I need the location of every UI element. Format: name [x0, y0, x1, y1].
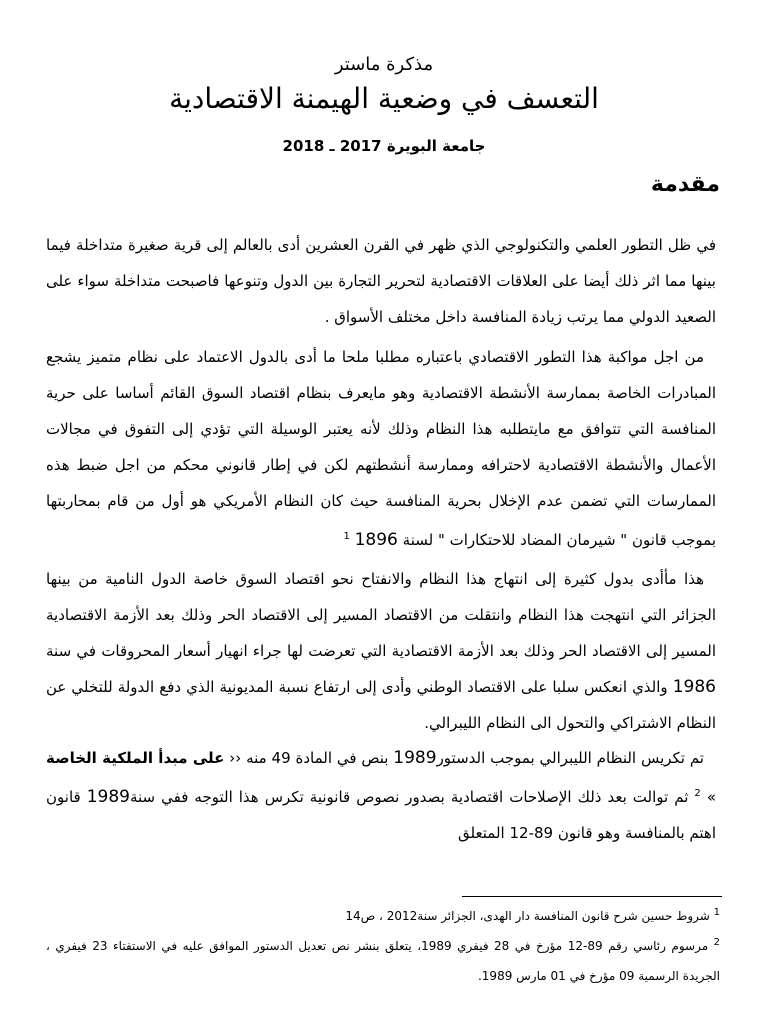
paragraph-2 — [46, 339, 716, 558]
document-title: التعسف في وضعية الهيمنة الاقتصادية — [169, 82, 599, 115]
paragraph-4-text-e: قانون اهتم بالمنافسة وهو قانون 89-12 المتعلق — [46, 788, 716, 842]
footnote-separator — [462, 896, 722, 897]
footnote-ref-2[interactable]: 2 — [694, 788, 701, 799]
footnote-1 — [46, 898, 720, 931]
paragraph-4-text-c: » — [706, 788, 716, 806]
paragraph-4-text-a: تم تكريس النظام الليبرالي بموجب الدستور — [436, 749, 704, 767]
paragraph-3 — [46, 561, 716, 741]
section-heading: مقدمة — [650, 172, 720, 197]
university-line: جامعة البويرة 2017 ـ 2018 — [282, 137, 486, 155]
paragraph-4-year-2: 1989 — [86, 787, 130, 807]
footnote-2-text: مرسوم رئاسي رقم 89-12 مؤرخ في 28 فيفري 1989، يتعلق بنشر نص تعديل الدستور الموافق عليه في الاستفتاء 23 فيفري ، الجريدة الرسمية 09 مؤرخ في 01 مارس 1989. — [46, 939, 720, 983]
paragraph-2-text: من اجل مواكبة هذا التطور الاقتصادي باعتباره مطلبا ملحا ما أدى بالدول الاعتماد على نظام متميز يشجع المبادرات الخاصة بممارسة الأنشطة الاقتصادية وهو مايعرف بنظام اقتصاد السوق القائم أساسا على حرية المنافسة التي تتوافق مع مايتطلبه هذا النظام وذلك لأنه يعتبر الوسيلة التي تؤدي إلى التفوق في مجالات الأعمال والأنشطة الاقتصادية لاحترافه وممارسة أنشطتهم لكن في إطار قانوني محكم من اجل ضبط هذه الممارسات التي تضمن عدم الإخلال بحرية المنافسة حيث كان النظام الأمريكي هو أول من قام بمحاربتها بموجب قانون " شيرمان المضاد للاحتكارات " لسنة — [46, 348, 716, 549]
paragraph-4-text-b: بنص في المادة 49 منه ‹‹ — [229, 749, 389, 767]
paragraph-4-bold-phrase: على مبدأ الملكية الخاصة — [46, 749, 225, 767]
footnote-1-mark: 1 — [713, 907, 720, 918]
paragraph-4-text-d: ثم توالت بعد ذلك الإصلاحات اقتصادية بصدور نصوص قانونية تكرس هذا التوجه ففي سنة — [129, 788, 689, 806]
footnote-2-mark: 2 — [713, 937, 720, 948]
paragraph-4-year-1: 1989 — [393, 748, 437, 768]
paragraph-3-text-b: والذي انعكس سلبا على الاقتصاد الوطني وأدى إلى ارتفاع نسبة المديونية الذي دفع الدولة للتخلي عن النظام الاشتراكي والتحول الى النظام الليبرالي. — [46, 678, 716, 732]
paragraph-3-year: 1986 — [672, 677, 716, 697]
footnote-ref-1[interactable]: 1 — [343, 531, 350, 542]
paragraph-1 — [46, 227, 716, 335]
paragraph-2-year: 1896 — [354, 530, 398, 550]
paragraph-3-text-a: هذا مأأدى بدول كثيرة إلى انتهاج هذا النظام والانفتاح نحو اقتصاد السوق خاصة الدول النامية من بينها الجزائر التي انتهجت هذا النظام وانتقلت من الاقتصاد المسير إلى الاقتصاد الحر وذلك بعد الأزمة الاقتصادية المسير إلى الاقتصاد الحر وذلك بعد الأزمة الاقتصادية التي تعرضت لها جراء انهيار أسعار المحروقات في سنة — [46, 570, 716, 660]
paragraph-4 — [46, 740, 716, 851]
footnote-2 — [46, 928, 720, 991]
footnote-1-text: شروط حسين شرح قانون المنافسة دار الهدى، الجزائر سنة2012 ، ص14 — [345, 909, 710, 923]
document-subtitle: مذكرة ماستر — [334, 54, 434, 75]
paragraph-1-text: في ظل التطور العلمي والتكنولوجي الذي ظهر في القرن العشرين أدى بالعالم إلى قرية صغيرة متداخلة فيما بينها مما اثر ذلك أيضا على العلاقات الاقتصادية لتحرير التجارة بين الدول وتنوعها فاصبحت متداخلة سواء على الصعيد الدولي مما يرتب زيادة المنافسة داخل مختلف الأسواق . — [46, 236, 716, 326]
